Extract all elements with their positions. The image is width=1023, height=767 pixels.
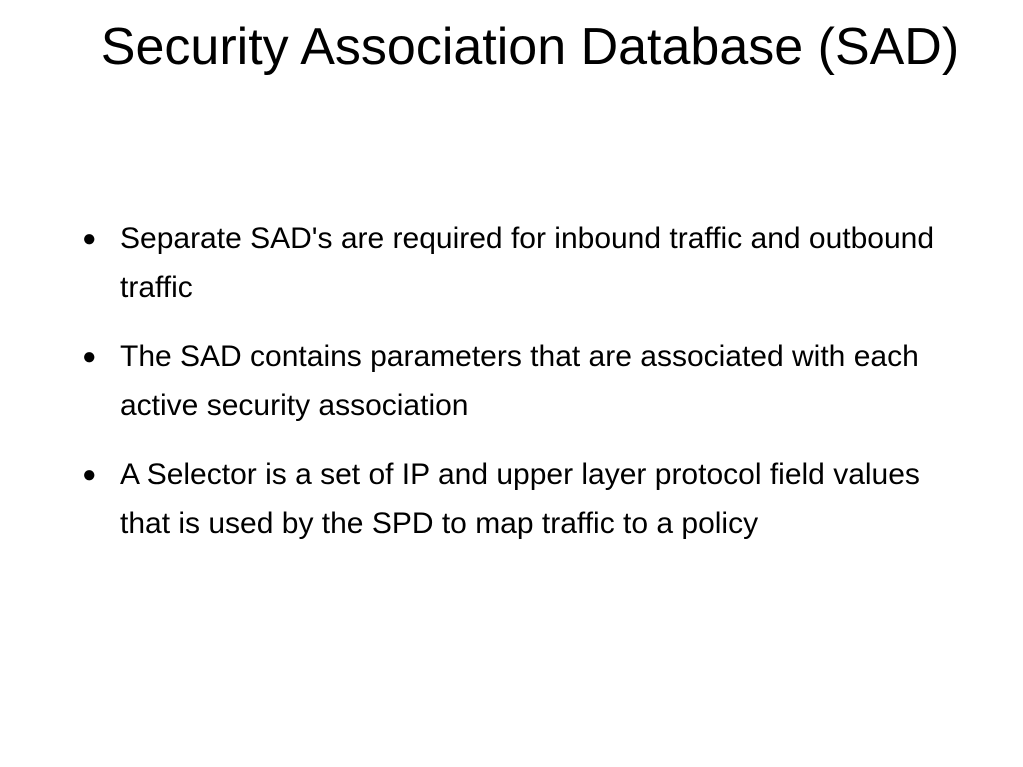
bullet-text: Separate SAD's are required for inbound traffic and outbound traffic	[120, 222, 935, 304]
bullet-item	[82, 450, 942, 548]
bullet-list	[82, 214, 942, 568]
bullet-item	[82, 214, 942, 312]
slide-title: Security Association Database (SAD)	[100, 18, 960, 76]
bullet-icon: ●	[82, 225, 97, 252]
bullet-text: A Selector is a set of IP and upper layer protocol field values that is used by the SPD to map traffic to a policy	[120, 458, 920, 540]
bullet-icon: ●	[82, 343, 97, 370]
bullet-icon: ●	[82, 461, 97, 488]
bullet-text: The SAD contains parameters that are associated with each active security association	[120, 340, 919, 422]
bullet-item	[82, 332, 942, 430]
